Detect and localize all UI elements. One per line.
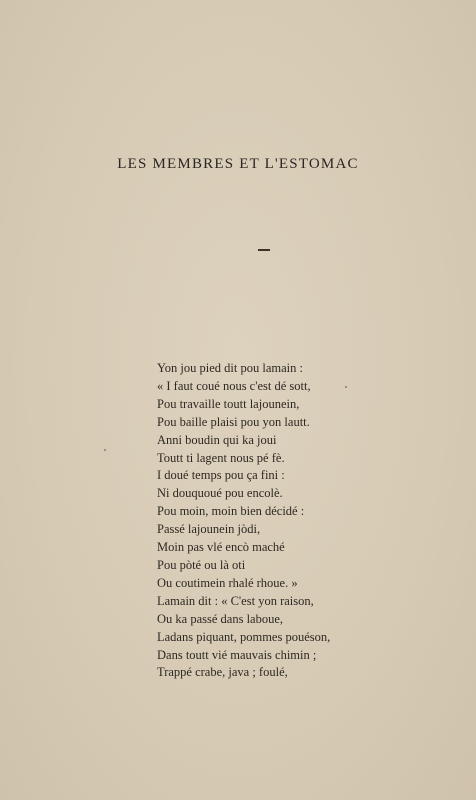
poem-line: Yon jou pied dit pou lamain : bbox=[157, 361, 303, 375]
page-title: LES MEMBRES ET L'ESTOMAC bbox=[117, 156, 359, 172]
poem-line: Anni boudin qui ka joui bbox=[157, 432, 277, 447]
poem-line: « I faut coué nous c'est dé sott, bbox=[157, 378, 311, 393]
poem-body bbox=[157, 360, 387, 682]
poem-line: Trappé crabe, java ; foulé, bbox=[157, 665, 288, 680]
poem-line: Pou moin, moin bien décidé : bbox=[157, 504, 305, 519]
paper-speck bbox=[345, 386, 347, 388]
poem-line: Toutt ti lagent nous pé fè. bbox=[157, 450, 285, 465]
poem-line: Moin pas vlé encò maché bbox=[157, 540, 285, 555]
poem-line: Ou coutimein rhalé rhoue. » bbox=[157, 575, 298, 590]
poem-line: Pou pòté ou là oti bbox=[157, 557, 246, 572]
poem-line: Pou travaille toutt lajounein, bbox=[157, 396, 300, 411]
poem-line: Ladans piquant, pommes pouéson, bbox=[157, 629, 331, 644]
poem-line: Dans toutt vié mauvais chimin ; bbox=[157, 647, 317, 662]
paper-speck bbox=[104, 449, 106, 451]
poem-line: Ou ka passé dans laboue, bbox=[157, 611, 284, 626]
poem-line: Lamain dit : « C'est yon raison, bbox=[157, 593, 314, 608]
poem-line: Pou baille plaisi pou yon lautt. bbox=[157, 414, 310, 429]
poem-line: Passé lajounein jòdi, bbox=[157, 522, 261, 537]
poem-line: Ni douquoué pou encolè. bbox=[157, 486, 283, 501]
poem-line: I doué temps pou ça fini : bbox=[157, 468, 285, 483]
title-rule bbox=[258, 249, 270, 251]
